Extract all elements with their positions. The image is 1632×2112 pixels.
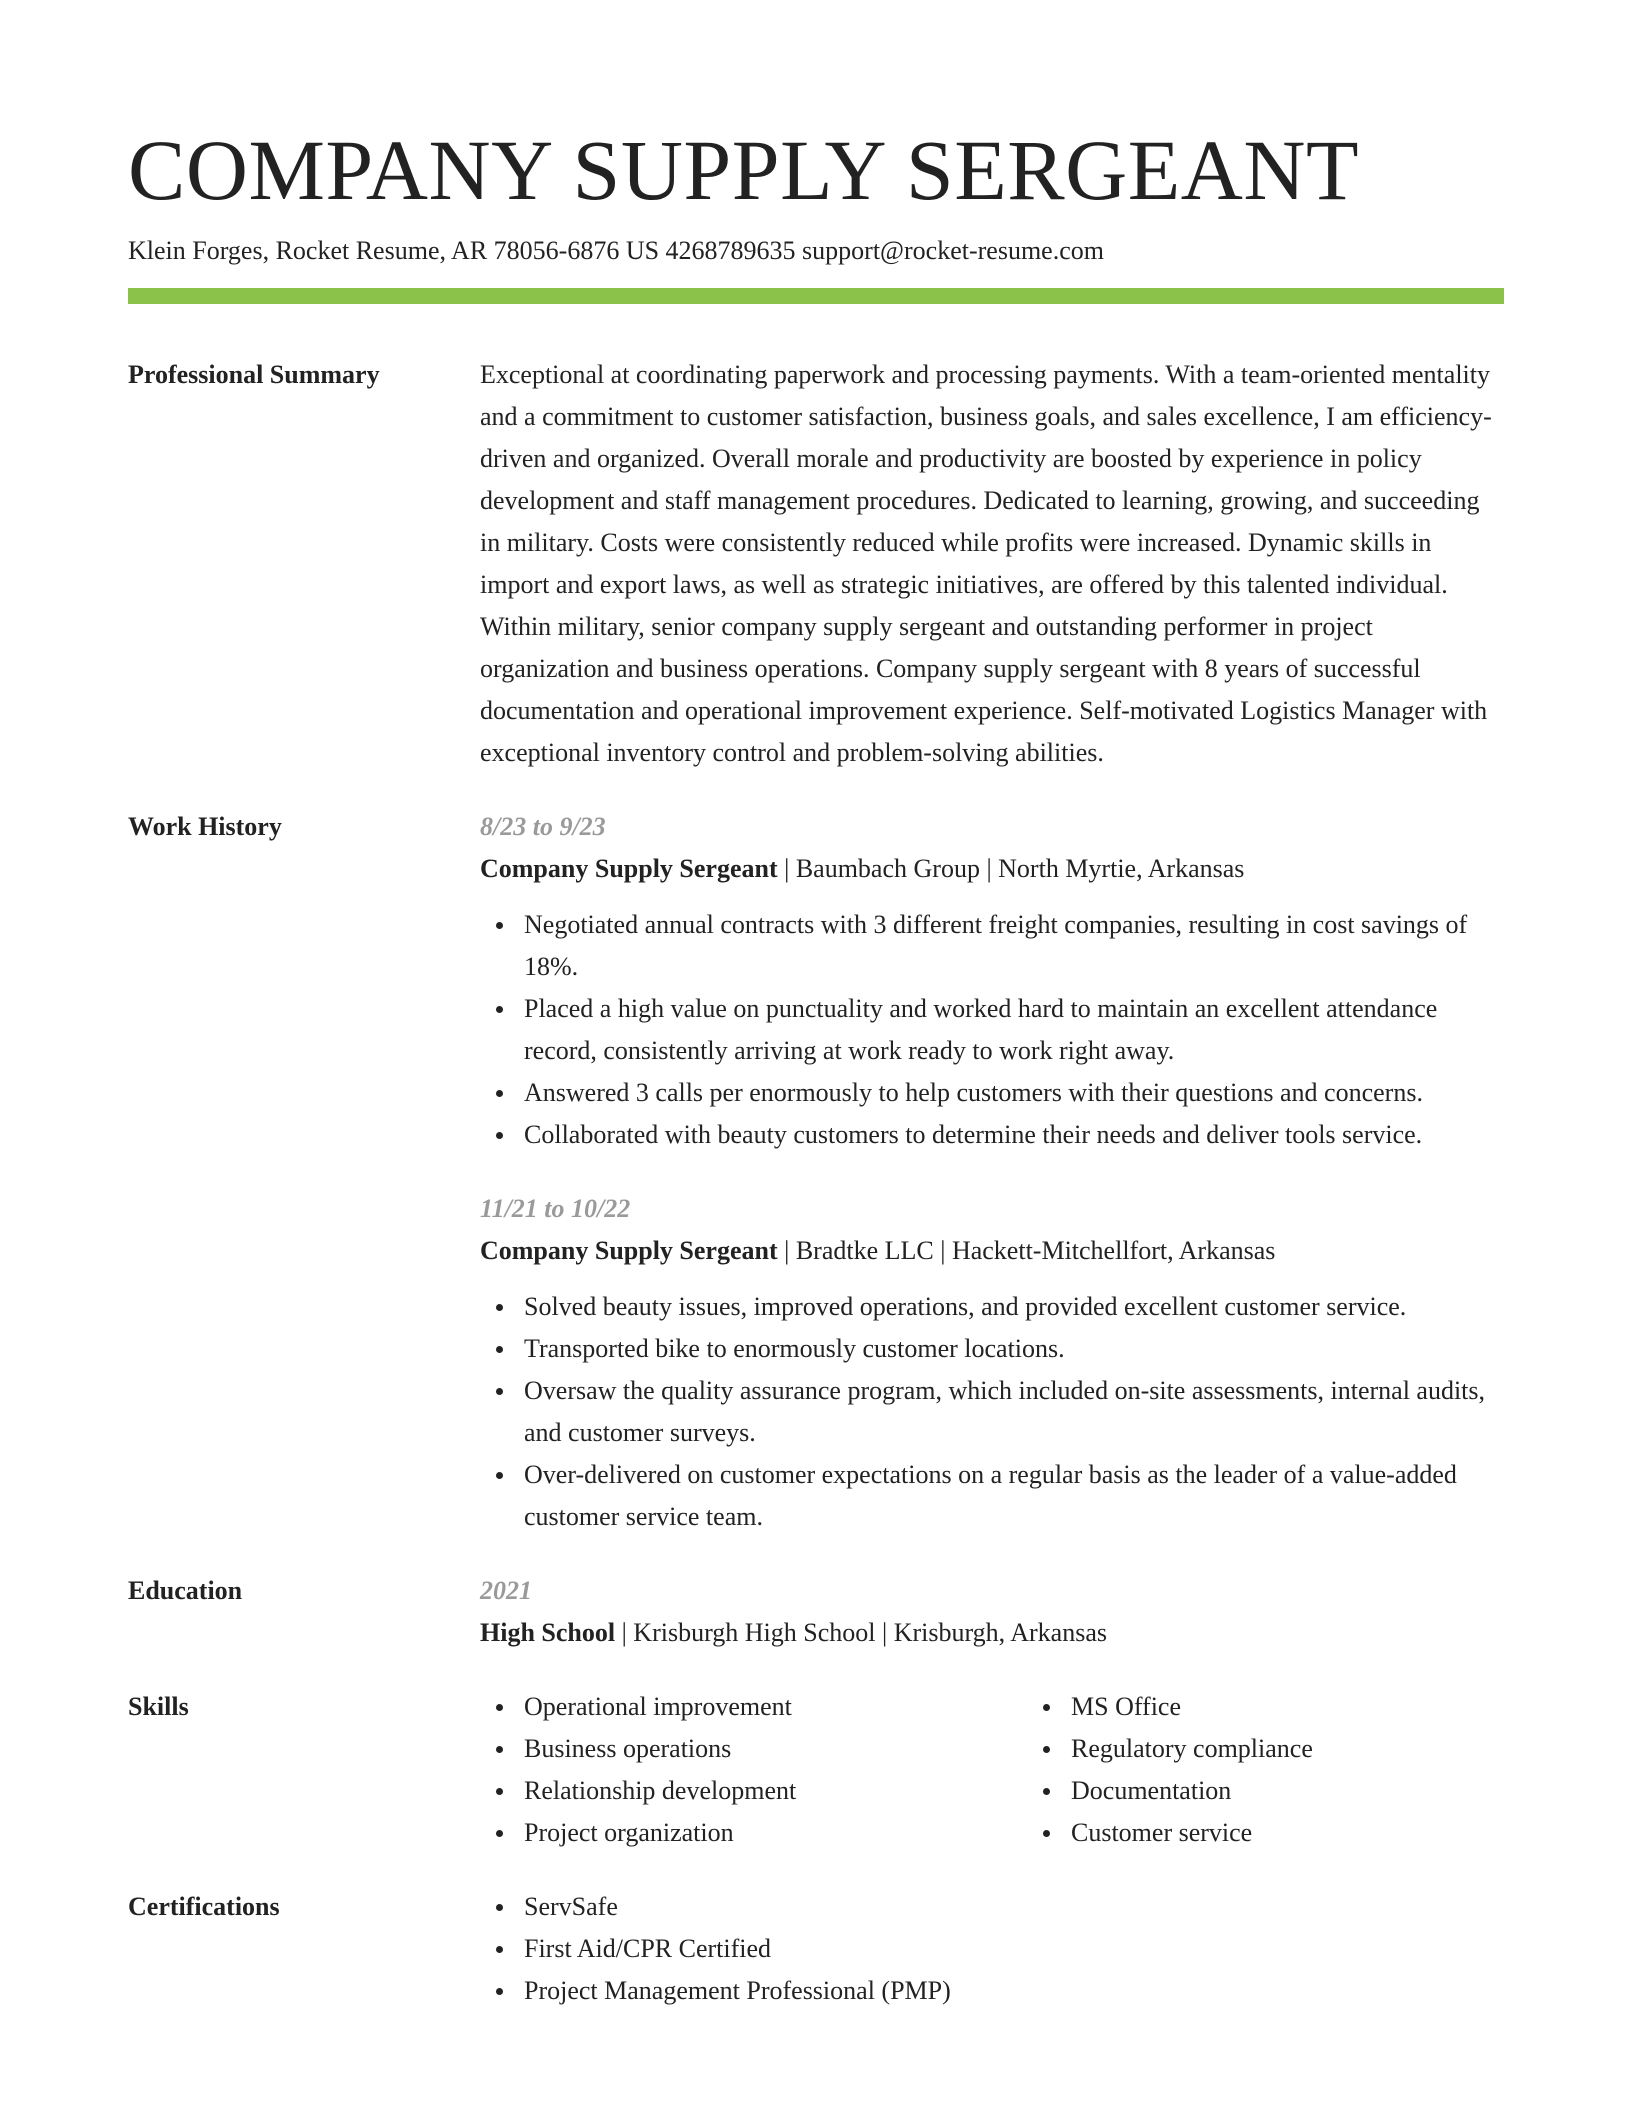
job-title: Company Supply Sergeant: [480, 1236, 778, 1265]
job-bullets: [480, 904, 1504, 1156]
section-label: Skills: [128, 1692, 189, 1721]
job-dates: 11/21 to 10/22: [480, 1194, 631, 1223]
list-item: Collaborated with beauty customers to determine their needs and deliver tools service.: [524, 1114, 1504, 1156]
resume-name: COMPANY SUPPLY SERGEANT: [128, 122, 1360, 218]
list-item: Placed a high value on punctuality and worked hard to maintain an excellent attendance record, consistently arriving at work ready to work right away.: [524, 988, 1504, 1072]
job-details: | Bradtke LLC | Hackett-Mitchellfort, Arkansas: [777, 1236, 1276, 1265]
section-label: Certifications: [128, 1892, 280, 1921]
list-item: Oversaw the quality assurance program, which included on-site assessments, internal audits, and customer surveys.: [524, 1370, 1504, 1454]
education-section: [128, 1570, 1504, 1654]
work-history-body: [480, 806, 1504, 1538]
job-bullets: [480, 1286, 1504, 1538]
certifications-body: [480, 1886, 1504, 2012]
job-dates: 8/23 to 9/23: [480, 812, 606, 841]
work-history-section: [128, 806, 1504, 1538]
list-item: Operational improvement: [524, 1686, 1027, 1728]
list-item: Answered 3 calls per enormously to help customers with their questions and concerns.: [524, 1072, 1504, 1114]
education-body: [480, 1570, 1504, 1654]
job-entry: [480, 806, 1504, 1156]
list-item: MS Office: [1071, 1686, 1574, 1728]
certifications-list: [480, 1886, 1504, 2012]
education-details: | Krisburgh High School | Krisburgh, Arkansas: [615, 1618, 1107, 1647]
resume-page: [128, 120, 1504, 2012]
education-line: [480, 1612, 1504, 1654]
list-item: Project Management Professional (PMP): [524, 1970, 1504, 2012]
job-title: Company Supply Sergeant: [480, 854, 778, 883]
list-item: Project organization: [524, 1812, 1027, 1854]
contact-line: Klein Forges, Rocket Resume, AR 78056-6876 US 4268789635 support@rocket-resume.com: [128, 236, 1104, 265]
section-label: Education: [128, 1576, 243, 1605]
list-item: Relationship development: [524, 1770, 1027, 1812]
list-item: Over-delivered on customer expectations on a regular basis as the leader of a value-added customer service team.: [524, 1454, 1504, 1538]
job-title-line: [480, 1230, 1504, 1272]
education-degree: High School: [480, 1618, 616, 1647]
skills-columns: [480, 1686, 1574, 1854]
list-item: Documentation: [1071, 1770, 1574, 1812]
list-item: Customer service: [1071, 1812, 1574, 1854]
list-item: First Aid/CPR Certified: [524, 1928, 1504, 1970]
certifications-section: [128, 1886, 1504, 2012]
job-entry: [480, 1188, 1504, 1538]
header-divider: [128, 288, 1504, 304]
job-details: | Baumbach Group | North Myrtie, Arkansas: [777, 854, 1245, 883]
section-label: Work History: [128, 812, 282, 841]
list-item: Negotiated annual contracts with 3 different freight companies, resulting in cost savings of 18%.: [524, 904, 1504, 988]
skills-list-right: [1027, 1686, 1574, 1854]
list-item: Solved beauty issues, improved operations, and provided excellent customer service.: [524, 1286, 1504, 1328]
skills-body: [480, 1686, 1574, 1854]
list-item: Regulatory compliance: [1071, 1728, 1574, 1770]
list-item: ServSafe: [524, 1886, 1504, 1928]
skills-list-left: [480, 1686, 1027, 1854]
education-date: 2021: [480, 1576, 532, 1605]
summary-section: [128, 354, 1504, 774]
skills-section: [128, 1686, 1504, 1854]
section-label: Professional Summary: [128, 360, 380, 389]
list-item: Transported bike to enormously customer locations.: [524, 1328, 1504, 1370]
list-item: Business operations: [524, 1728, 1027, 1770]
job-title-line: [480, 848, 1504, 890]
summary-text: Exceptional at coordinating paperwork and processing payments. With a team-oriented mentality and a commitment to customer satisfaction, business goals, and sales excellence, I am efficiency-driven and organized. Overall morale and productivity are boosted by experience in policy development and staff management procedures. Dedicated to learning, growing, and succeeding in military. Costs were consistently reduced while profits were increased. Dynamic skills in import and export laws, as well as strategic initiatives, are offered by this talented individual. Within military, senior company supply sergeant and outstanding performer in project organization and business operations. Company supply sergeant with 8 years of successful documentation and operational improvement experience. Self-motivated Logistics Manager with exceptional inventory control and problem-solving abilities.: [480, 360, 1492, 767]
